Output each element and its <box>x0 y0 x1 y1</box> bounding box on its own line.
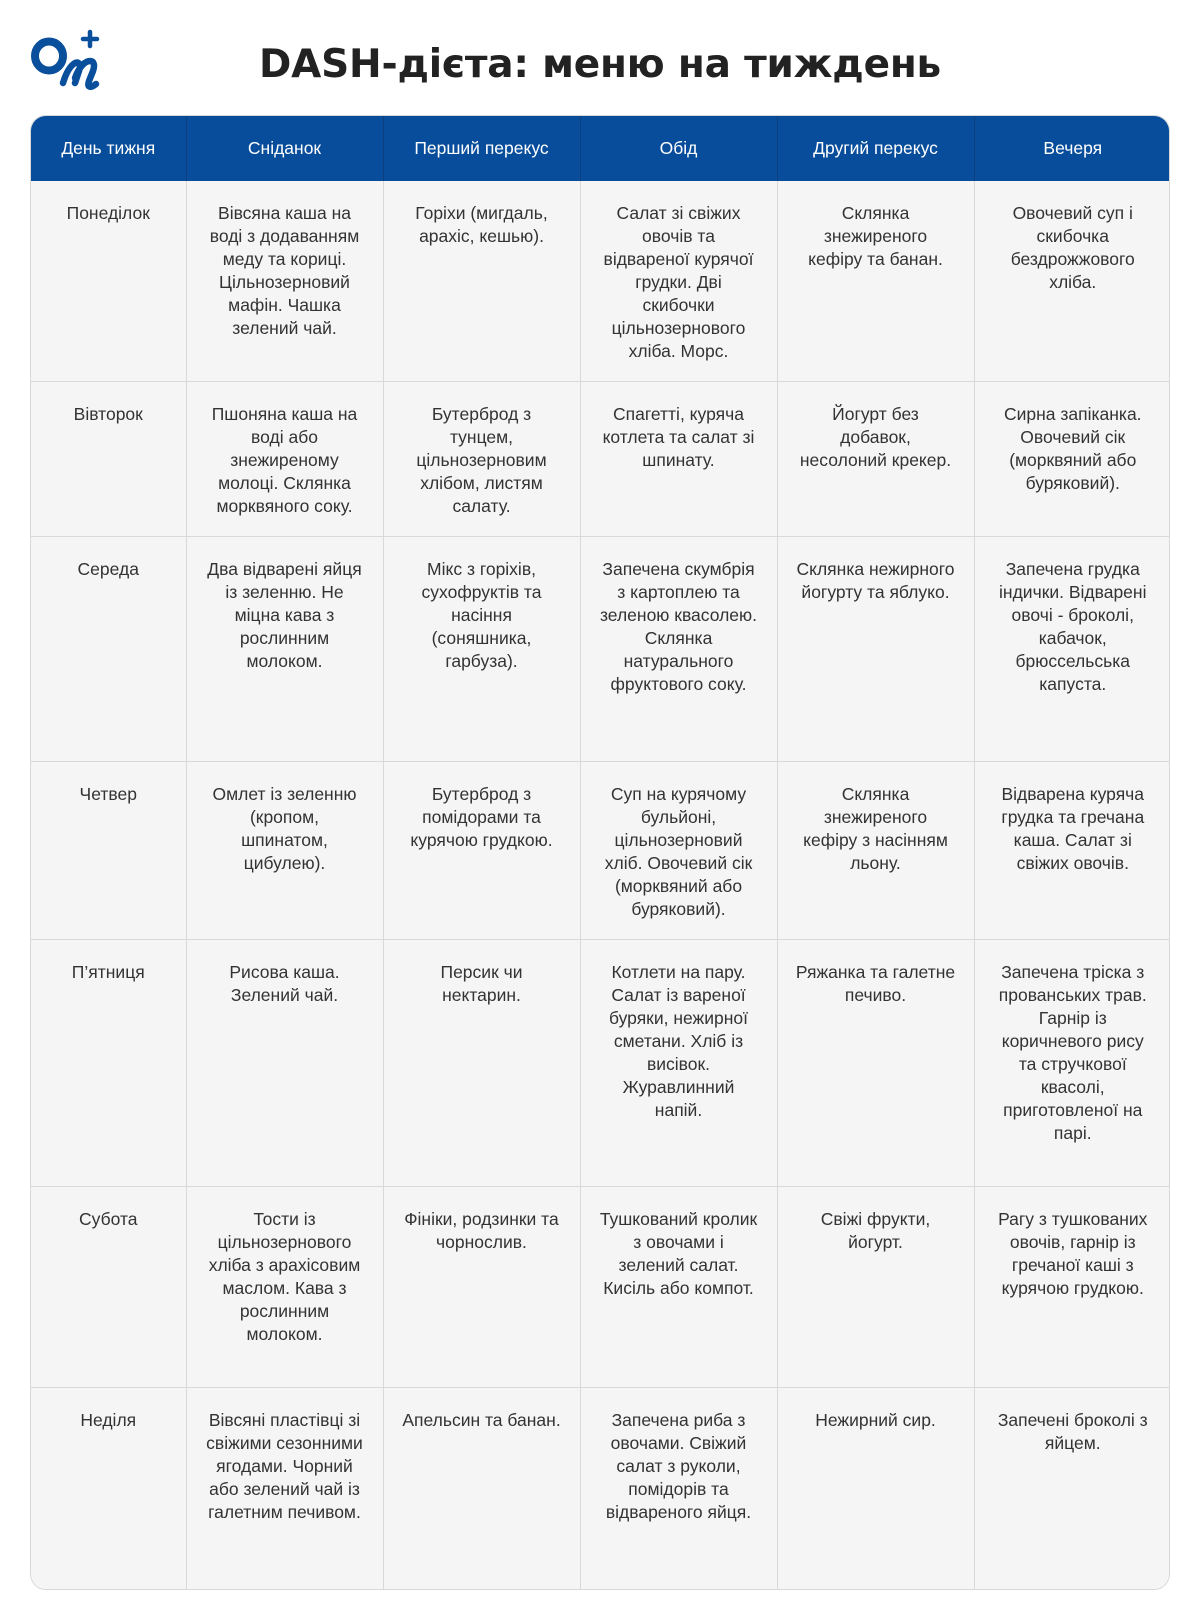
cell-day: Понеділок <box>31 181 186 382</box>
cell-breakfast: Омлет із зеленню (кропом, шпинатом, цибулею). <box>186 761 383 939</box>
cell-day: Вівторок <box>31 382 186 537</box>
page-title: DASH-дієта: меню на тиждень <box>258 42 942 87</box>
cell-snack1: Бутерброд з тунцем, цільнозерновим хлібом, листям салату. <box>383 382 580 537</box>
cell-dinner: Сирна запіканка. Овочевий сік (морквяний або буряковий). <box>974 382 1170 537</box>
cell-snack1: Персик чи нектарин. <box>383 940 580 1187</box>
column-header-breakfast: Сніданок <box>186 116 383 181</box>
weekly-menu-table <box>31 116 1170 1589</box>
cell-lunch: Котлети на пару. Салат із вареної буряки, нежирної сметани. Хліб із висівок. Журавлинний напій. <box>580 940 777 1187</box>
cell-breakfast: Два відварені яйця із зеленню. Не міцна кава з рослинним молоком. <box>186 537 383 762</box>
menu-table <box>30 115 1170 1590</box>
column-header-day: День тижня <box>31 116 186 181</box>
column-header-snack1: Перший перекус <box>383 116 580 181</box>
table-row-wednesday <box>31 537 1170 762</box>
table-header <box>31 116 1170 181</box>
cell-dinner: Відварена куряча грудка та гречана каша. Салат зі свіжих овочів. <box>974 761 1170 939</box>
cell-day: П’ятниця <box>31 940 186 1187</box>
table-row-sunday <box>31 1388 1170 1589</box>
cell-lunch: Запечена риба з овочами. Свіжий салат з руколи, помідорів та відвареного яйця. <box>580 1388 777 1589</box>
cell-snack2: Йогурт без добавок, несолоний крекер. <box>777 382 974 537</box>
cell-lunch: Суп на курячому бульйоні, цільнозерновий хліб. Овочевий сік (морквяний або буряковий). <box>580 761 777 939</box>
cell-day: Неділя <box>31 1388 186 1589</box>
cell-day: Четвер <box>31 761 186 939</box>
cell-breakfast: Вівсяна каша на воді з додаванням меду та кориці. Цільнозерновий мафін. Чашка зелений чай. <box>186 181 383 382</box>
table-body <box>31 181 1170 1589</box>
table-row-friday <box>31 940 1170 1187</box>
cell-snack2: Нежирний сир. <box>777 1388 974 1589</box>
cell-breakfast: Тости із цільнозернового хліба з арахісовим маслом. Кава з рослинним молоком. <box>186 1187 383 1388</box>
cell-dinner: Запечена грудка індички. Відварені овочі - броколі, кабачок, брюссельська капуста. <box>974 537 1170 762</box>
cell-dinner: Овочевий суп і скибочка бездрожжового хліба. <box>974 181 1170 382</box>
cell-snack1: Горіхи (мигдаль, арахіс, кешью). <box>383 181 580 382</box>
header <box>0 0 1200 115</box>
cell-breakfast: Вівсяні пластівці зі свіжими сезонними ягодами. Чорний або зелений чай із галетним печивом. <box>186 1388 383 1589</box>
table-row-tuesday <box>31 382 1170 537</box>
cell-lunch: Спагетті, куряча котлета та салат зі шпинату. <box>580 382 777 537</box>
cell-snack2: Склянка знежиреного кефіру з насінням льону. <box>777 761 974 939</box>
header-row <box>31 116 1170 181</box>
cell-snack1: Апельсин та банан. <box>383 1388 580 1589</box>
table-row-saturday <box>31 1187 1170 1388</box>
cell-lunch: Запечена скумбрія з картоплею та зеленою квасолею. Склянка натурального фруктового соку. <box>580 537 777 762</box>
cell-day: Субота <box>31 1187 186 1388</box>
cell-snack2: Свіжі фрукти, йогурт. <box>777 1187 974 1388</box>
cell-dinner: Запечена тріска з прованських трав. Гарнір із коричневого рису та стручкової квасолі, приготовленої на парі. <box>974 940 1170 1187</box>
table-row-monday <box>31 181 1170 382</box>
column-header-snack2: Другий перекус <box>777 116 974 181</box>
cell-snack2: Склянка нежирного йогурту та яблуко. <box>777 537 974 762</box>
cell-lunch: Салат зі свіжих овочів та відвареної курячої грудки. Дві скибочки цільнозернового хліба. Морс. <box>580 181 777 382</box>
cell-dinner: Запечені броколі з яйцем. <box>974 1388 1170 1589</box>
cell-snack1: Фініки, родзинки та чорнослив. <box>383 1187 580 1388</box>
cell-breakfast: Пшоняна каша на воді або знежиреному молоці. Склянка морквяного соку. <box>186 382 383 537</box>
column-header-lunch: Обід <box>580 116 777 181</box>
cell-snack1: Мікс з горіхів, сухофруктів та насіння (соняшника, гарбуза). <box>383 537 580 762</box>
column-header-dinner: Вечеря <box>974 116 1170 181</box>
cell-snack2: Ряжанка та галетне печиво. <box>777 940 974 1187</box>
cell-dinner: Рагу з тушкованих овочів, гарнір із гречаної каші з курячою грудкою. <box>974 1187 1170 1388</box>
cell-snack2: Склянка знежиреного кефіру та банан. <box>777 181 974 382</box>
cell-breakfast: Рисова каша. Зелений чай. <box>186 940 383 1187</box>
table-row-thursday <box>31 761 1170 939</box>
cell-lunch: Тушкований кролик з овочами і зелений салат. Кисіль або компот. <box>580 1187 777 1388</box>
cell-day: Середа <box>31 537 186 762</box>
cell-snack1: Бутерброд з помідорами та курячою грудкою. <box>383 761 580 939</box>
